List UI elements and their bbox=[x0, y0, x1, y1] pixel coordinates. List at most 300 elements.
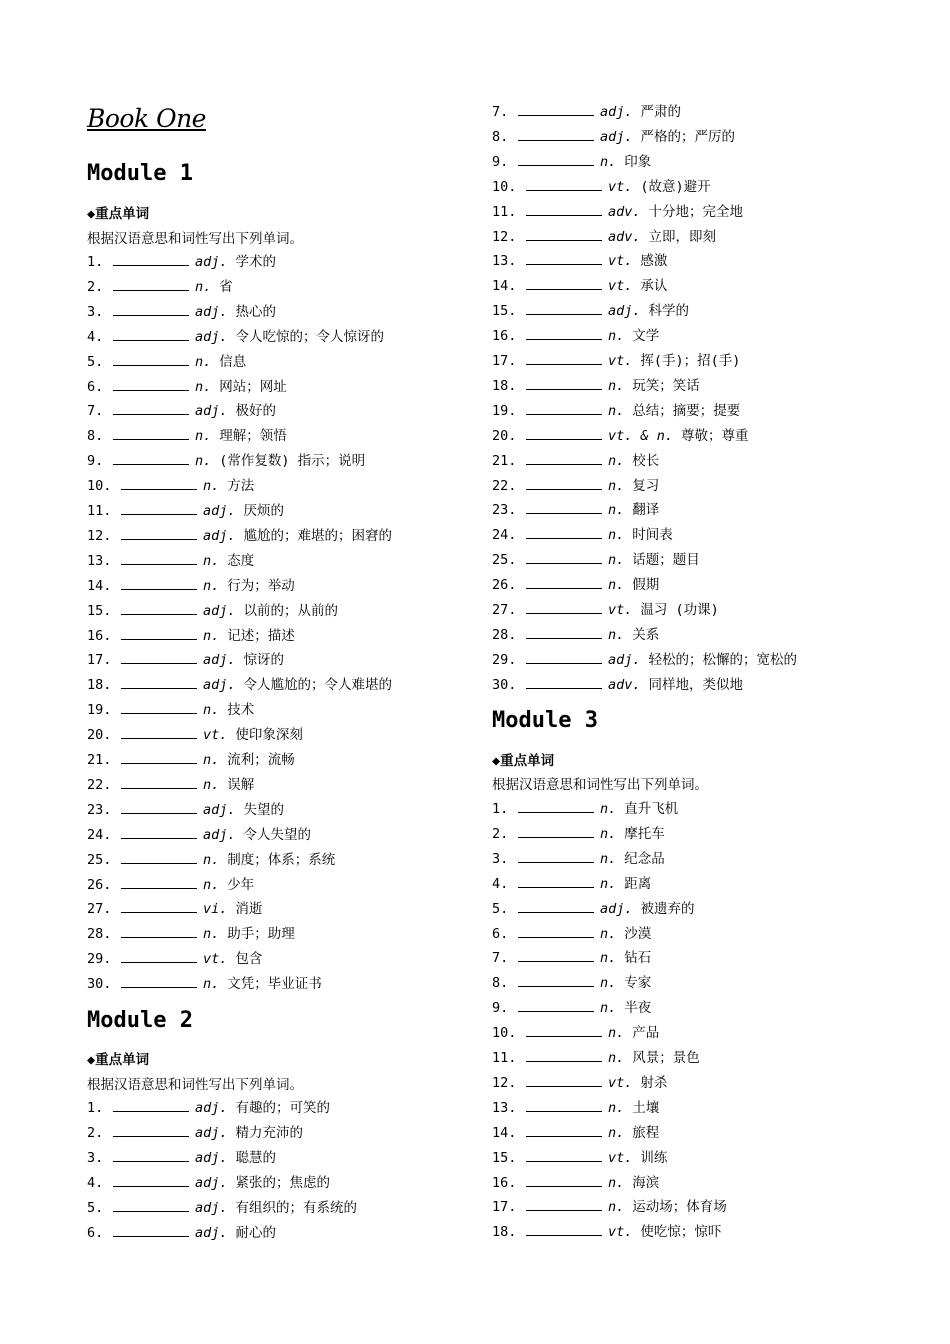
vocab-item bbox=[87, 1147, 276, 1167]
answer-blank[interactable] bbox=[113, 450, 189, 465]
item-number: 13. bbox=[492, 253, 517, 270]
vocab-item bbox=[492, 1221, 721, 1241]
part-of-speech: n. bbox=[608, 552, 625, 569]
answer-blank[interactable] bbox=[113, 1147, 189, 1162]
part-of-speech: adj. bbox=[203, 801, 236, 818]
chinese-meaning: 有组织的；有系统的 bbox=[235, 1199, 358, 1216]
part-of-speech: adj. bbox=[203, 527, 236, 544]
chinese-meaning: 挥(手)；招(手) bbox=[640, 353, 741, 369]
vocab-item bbox=[492, 1172, 659, 1192]
answer-blank[interactable] bbox=[121, 874, 197, 889]
answer-blank[interactable] bbox=[526, 275, 602, 290]
item-number: 24. bbox=[87, 826, 112, 843]
answer-blank[interactable] bbox=[113, 251, 189, 266]
part-of-speech: adj. bbox=[195, 303, 228, 320]
answer-blank[interactable] bbox=[113, 1122, 189, 1137]
part-of-speech: vt. bbox=[608, 178, 633, 195]
item-number: 11. bbox=[492, 203, 517, 220]
vocab-item bbox=[87, 874, 254, 894]
part-of-speech: n. bbox=[203, 926, 220, 943]
chinese-meaning: 误解 bbox=[227, 776, 255, 793]
vocab-item bbox=[492, 599, 719, 619]
answer-blank[interactable] bbox=[526, 226, 602, 241]
item-number: 19. bbox=[87, 702, 112, 719]
part-of-speech: n. bbox=[608, 1124, 625, 1141]
answer-blank[interactable] bbox=[121, 500, 197, 515]
item-number: 9. bbox=[492, 1000, 509, 1017]
chinese-meaning: 翻译 bbox=[632, 502, 660, 519]
vocab-item bbox=[492, 823, 665, 843]
part-of-speech: n. bbox=[600, 950, 617, 967]
answer-blank[interactable] bbox=[526, 350, 602, 365]
answer-blank[interactable] bbox=[526, 1072, 602, 1087]
answer-blank[interactable] bbox=[121, 774, 197, 789]
vocab-item bbox=[87, 326, 384, 346]
part-of-speech: adj. bbox=[203, 677, 236, 694]
vocab-item bbox=[492, 873, 651, 893]
item-number: 12. bbox=[87, 527, 112, 544]
item-number: 24. bbox=[492, 527, 517, 544]
item-number: 17. bbox=[492, 353, 517, 369]
part-of-speech: n. bbox=[608, 502, 625, 519]
item-number: 16. bbox=[492, 328, 517, 345]
item-number: 22. bbox=[492, 477, 517, 494]
vocab-item bbox=[492, 574, 659, 594]
item-number: 18. bbox=[87, 677, 112, 694]
answer-blank[interactable] bbox=[526, 649, 602, 664]
vocab-item bbox=[87, 575, 295, 595]
vocab-item bbox=[87, 1222, 276, 1242]
part-of-speech: n. bbox=[600, 1000, 617, 1017]
item-number: 20. bbox=[87, 727, 112, 744]
part-of-speech: n. bbox=[203, 478, 220, 495]
vocab-item bbox=[87, 600, 338, 620]
chinese-meaning: 聪慧的 bbox=[235, 1149, 277, 1166]
chinese-meaning: 紧张的；焦虑的 bbox=[235, 1174, 331, 1191]
part-of-speech: vt. bbox=[608, 253, 633, 270]
answer-blank[interactable] bbox=[526, 201, 602, 216]
item-number: 6. bbox=[87, 378, 104, 395]
chinese-meaning: 令人失望的 bbox=[243, 826, 312, 843]
answer-blank[interactable] bbox=[526, 624, 602, 639]
section-label: ◆重点单词 bbox=[492, 753, 555, 769]
vocab-item bbox=[492, 798, 678, 818]
chinese-meaning: 被遗弃的 bbox=[640, 900, 695, 917]
part-of-speech: n. bbox=[600, 925, 617, 942]
item-number: 15. bbox=[492, 1149, 517, 1166]
vocab-item bbox=[492, 1097, 659, 1117]
item-number: 17. bbox=[492, 1199, 517, 1216]
vocab-item bbox=[492, 201, 743, 221]
chinese-meaning: 态度 bbox=[227, 552, 255, 569]
answer-blank[interactable] bbox=[518, 972, 594, 987]
part-of-speech: vt. bbox=[608, 278, 633, 295]
answer-blank[interactable] bbox=[526, 1172, 602, 1187]
part-of-speech: adj. bbox=[608, 651, 641, 668]
vocab-item bbox=[87, 550, 254, 570]
part-of-speech: n. bbox=[608, 1025, 625, 1042]
vocab-item bbox=[492, 1022, 659, 1042]
vocab-item bbox=[492, 1196, 727, 1216]
chinese-meaning: 尊敬；尊重 bbox=[681, 427, 749, 444]
answer-blank[interactable] bbox=[113, 400, 189, 415]
answer-blank[interactable] bbox=[121, 475, 197, 490]
vocab-item bbox=[492, 624, 659, 644]
part-of-speech: n. bbox=[608, 527, 625, 544]
answer-blank[interactable] bbox=[121, 849, 197, 864]
vocab-item bbox=[492, 126, 735, 146]
chinese-meaning: 纪念品 bbox=[624, 850, 665, 867]
answer-blank[interactable] bbox=[121, 824, 197, 839]
item-number: 22. bbox=[87, 776, 112, 793]
part-of-speech: n. bbox=[203, 627, 220, 644]
answer-blank[interactable] bbox=[113, 1097, 189, 1112]
chinese-meaning: 热心的 bbox=[235, 303, 277, 320]
item-number: 15. bbox=[492, 303, 517, 320]
part-of-speech: adj. bbox=[195, 328, 228, 345]
answer-blank[interactable] bbox=[113, 276, 189, 291]
chinese-meaning: 文凭；毕业证书 bbox=[227, 976, 322, 993]
part-of-speech: n. bbox=[600, 875, 617, 892]
answer-blank[interactable] bbox=[121, 674, 197, 689]
chinese-meaning: 理解；领悟 bbox=[219, 428, 287, 445]
chinese-meaning: 印象 bbox=[624, 153, 652, 170]
chinese-meaning: 技术 bbox=[227, 702, 255, 719]
answer-blank[interactable] bbox=[113, 1197, 189, 1212]
answer-blank[interactable] bbox=[526, 400, 602, 415]
answer-blank[interactable] bbox=[121, 575, 197, 590]
answer-blank[interactable] bbox=[113, 326, 189, 341]
answer-blank[interactable] bbox=[113, 1222, 189, 1237]
answer-blank[interactable] bbox=[526, 674, 602, 689]
part-of-speech: vt. & n. bbox=[608, 427, 674, 444]
vocab-item bbox=[87, 1172, 330, 1192]
answer-blank[interactable] bbox=[526, 574, 602, 589]
instruction-text: 根据汉语意思和词性写出下列单词。 bbox=[492, 777, 708, 793]
answer-blank[interactable] bbox=[526, 549, 602, 564]
chinese-meaning: 产品 bbox=[632, 1025, 660, 1042]
chinese-meaning: 耐心的 bbox=[235, 1224, 277, 1241]
part-of-speech: adj. bbox=[203, 652, 236, 669]
item-number: 1. bbox=[87, 254, 104, 270]
item-number: 2. bbox=[492, 825, 509, 842]
chinese-meaning: 文学 bbox=[632, 328, 660, 345]
answer-blank[interactable] bbox=[526, 300, 602, 315]
vocab-item bbox=[87, 774, 254, 794]
answer-blank[interactable] bbox=[121, 948, 197, 963]
vocab-item bbox=[492, 250, 667, 270]
answer-blank[interactable] bbox=[526, 475, 602, 490]
answer-blank[interactable] bbox=[121, 600, 197, 615]
book-title: Book One bbox=[87, 104, 206, 133]
chinese-meaning: 记述；描述 bbox=[227, 627, 295, 644]
answer-blank[interactable] bbox=[121, 699, 197, 714]
item-number: 7. bbox=[492, 950, 509, 967]
item-number: 21. bbox=[492, 452, 517, 469]
chinese-meaning: 精力充沛的 bbox=[235, 1124, 304, 1141]
answer-blank[interactable] bbox=[518, 898, 594, 913]
item-number: 3. bbox=[87, 1149, 104, 1166]
vocab-item bbox=[87, 674, 392, 694]
chinese-meaning: 半夜 bbox=[624, 1000, 652, 1017]
item-number: 21. bbox=[87, 752, 112, 768]
answer-blank[interactable] bbox=[526, 1047, 602, 1062]
vocab-item bbox=[492, 1047, 700, 1067]
part-of-speech: vt. bbox=[608, 353, 633, 369]
chinese-meaning: 运动场；体育场 bbox=[632, 1199, 727, 1216]
answer-blank[interactable] bbox=[518, 997, 594, 1012]
vocab-item bbox=[492, 400, 740, 420]
vocab-item bbox=[492, 300, 689, 320]
vocab-item bbox=[492, 898, 695, 918]
vocab-item bbox=[87, 824, 311, 844]
chinese-meaning: 射杀 bbox=[640, 1074, 668, 1091]
item-number: 28. bbox=[492, 626, 517, 643]
vocab-item bbox=[87, 475, 254, 495]
part-of-speech: n. bbox=[203, 577, 220, 594]
part-of-speech: n. bbox=[600, 825, 617, 842]
answer-blank[interactable] bbox=[526, 375, 602, 390]
answer-blank[interactable] bbox=[121, 749, 197, 764]
part-of-speech: n. bbox=[195, 428, 212, 445]
chinese-meaning: 厌烦的 bbox=[243, 503, 285, 519]
answer-blank[interactable] bbox=[526, 176, 602, 191]
chinese-meaning: 令人吃惊的；令人惊讶的 bbox=[235, 328, 385, 345]
answer-blank[interactable] bbox=[518, 873, 594, 888]
chinese-meaning: 行为；举动 bbox=[227, 577, 295, 594]
part-of-speech: adj. bbox=[195, 1224, 228, 1241]
item-number: 29. bbox=[87, 951, 112, 968]
vocab-item bbox=[492, 425, 749, 445]
answer-blank[interactable] bbox=[518, 126, 594, 141]
part-of-speech: n. bbox=[600, 975, 617, 992]
chinese-meaning: 假期 bbox=[632, 577, 660, 594]
section-label: ◆重点单词 bbox=[87, 206, 150, 222]
answer-blank[interactable] bbox=[113, 425, 189, 440]
item-number: 4. bbox=[87, 1174, 104, 1191]
vocab-item bbox=[492, 524, 673, 544]
chinese-meaning: 总结；摘要；提要 bbox=[632, 402, 741, 419]
vocab-item bbox=[492, 375, 700, 395]
part-of-speech: n. bbox=[608, 1050, 625, 1066]
chinese-meaning: 训练 bbox=[640, 1149, 668, 1166]
vocab-item bbox=[492, 1122, 659, 1142]
item-number: 23. bbox=[87, 801, 112, 818]
part-of-speech: adj. bbox=[195, 1149, 228, 1166]
vocab-item bbox=[87, 276, 233, 296]
answer-blank[interactable] bbox=[526, 425, 602, 440]
answer-blank[interactable] bbox=[526, 1147, 602, 1162]
item-number: 4. bbox=[492, 875, 509, 892]
answer-blank[interactable] bbox=[121, 625, 197, 640]
part-of-speech: vt. bbox=[203, 727, 228, 744]
chinese-meaning: 距离 bbox=[624, 875, 652, 892]
answer-blank[interactable] bbox=[526, 1022, 602, 1037]
chinese-meaning: 温习 (功课) bbox=[640, 602, 719, 618]
item-number: 8. bbox=[492, 128, 509, 145]
part-of-speech: vt. bbox=[203, 951, 228, 968]
answer-blank[interactable] bbox=[526, 524, 602, 539]
item-number: 18. bbox=[492, 377, 517, 394]
vocab-item bbox=[87, 376, 287, 396]
chinese-meaning: 旅程 bbox=[632, 1124, 660, 1141]
vocab-item bbox=[492, 997, 651, 1017]
item-number: 26. bbox=[492, 577, 517, 594]
answer-blank[interactable] bbox=[518, 151, 594, 166]
item-number: 7. bbox=[87, 403, 104, 420]
part-of-speech: vi. bbox=[203, 901, 228, 918]
part-of-speech: n. bbox=[608, 328, 625, 345]
part-of-speech: n. bbox=[195, 453, 212, 470]
answer-blank[interactable] bbox=[113, 1172, 189, 1187]
part-of-speech: n. bbox=[195, 353, 212, 370]
item-number: 9. bbox=[87, 453, 104, 470]
answer-blank[interactable] bbox=[526, 1196, 602, 1211]
part-of-speech: adj. bbox=[195, 1100, 228, 1116]
part-of-speech: n. bbox=[608, 1199, 625, 1216]
item-number: 16. bbox=[492, 1174, 517, 1191]
answer-blank[interactable] bbox=[526, 599, 602, 614]
chinese-meaning: 同样地，类似地 bbox=[648, 676, 744, 693]
item-number: 19. bbox=[492, 402, 517, 419]
chinese-meaning: 极好的 bbox=[235, 403, 277, 420]
answer-blank[interactable] bbox=[121, 550, 197, 565]
answer-blank[interactable] bbox=[518, 923, 594, 938]
part-of-speech: n. bbox=[600, 153, 617, 170]
answer-blank[interactable] bbox=[121, 799, 197, 814]
answer-blank[interactable] bbox=[518, 101, 594, 116]
vocab-item bbox=[492, 101, 681, 121]
answer-blank[interactable] bbox=[526, 1097, 602, 1112]
item-number: 30. bbox=[87, 976, 112, 993]
vocab-item bbox=[87, 251, 276, 271]
item-number: 13. bbox=[492, 1099, 517, 1116]
chinese-meaning: 海滨 bbox=[632, 1174, 660, 1191]
part-of-speech: n. bbox=[608, 626, 625, 643]
vocab-item bbox=[492, 1147, 667, 1167]
vocab-item bbox=[492, 275, 667, 295]
answer-blank[interactable] bbox=[518, 848, 594, 863]
vocab-item bbox=[87, 425, 287, 445]
vocab-item bbox=[87, 625, 295, 645]
part-of-speech: n. bbox=[195, 278, 212, 295]
part-of-speech: n. bbox=[608, 402, 625, 419]
item-number: 8. bbox=[87, 428, 104, 445]
part-of-speech: adv. bbox=[608, 228, 641, 245]
item-number: 10. bbox=[87, 478, 112, 495]
answer-blank[interactable] bbox=[526, 450, 602, 465]
part-of-speech: n. bbox=[203, 752, 220, 768]
chinese-meaning: 玩笑；笑话 bbox=[632, 377, 700, 394]
item-number: 8. bbox=[492, 975, 509, 992]
part-of-speech: adj. bbox=[600, 104, 633, 120]
vocab-item bbox=[87, 1122, 303, 1142]
answer-blank[interactable] bbox=[113, 351, 189, 366]
answer-blank[interactable] bbox=[518, 798, 594, 813]
item-number: 14. bbox=[492, 278, 517, 295]
part-of-speech: adj. bbox=[600, 128, 633, 145]
vocab-item bbox=[87, 649, 284, 669]
part-of-speech: n. bbox=[203, 976, 220, 993]
item-number: 5. bbox=[492, 900, 509, 917]
chinese-meaning: 助手；助理 bbox=[227, 926, 295, 943]
item-number: 3. bbox=[492, 850, 509, 867]
answer-blank[interactable] bbox=[526, 1122, 602, 1137]
answer-blank[interactable] bbox=[121, 973, 197, 988]
chinese-meaning: 制度；体系；系统 bbox=[227, 851, 336, 868]
chinese-meaning: 省 bbox=[219, 278, 233, 295]
answer-blank[interactable] bbox=[518, 947, 594, 962]
vocab-item bbox=[87, 351, 246, 371]
chinese-meaning: 科学的 bbox=[648, 303, 690, 320]
vocab-item bbox=[87, 948, 262, 968]
answer-blank[interactable] bbox=[526, 499, 602, 514]
part-of-speech: n. bbox=[203, 776, 220, 793]
vocab-item bbox=[492, 923, 651, 943]
part-of-speech: adj. bbox=[195, 1124, 228, 1141]
answer-blank[interactable] bbox=[121, 525, 197, 540]
item-number: 12. bbox=[492, 1074, 517, 1091]
item-number: 30. bbox=[492, 676, 517, 693]
vocab-item bbox=[492, 226, 716, 246]
chinese-meaning: 直升飞机 bbox=[624, 801, 679, 817]
answer-blank[interactable] bbox=[526, 1221, 602, 1236]
item-number: 25. bbox=[87, 851, 112, 868]
chinese-meaning: 消逝 bbox=[235, 901, 263, 918]
chinese-meaning: 感激 bbox=[640, 253, 668, 270]
vocab-item bbox=[87, 849, 335, 869]
item-number: 9. bbox=[492, 153, 509, 170]
chinese-meaning: 沙漠 bbox=[624, 925, 652, 942]
part-of-speech: vt. bbox=[608, 602, 633, 618]
item-number: 28. bbox=[87, 926, 112, 943]
chinese-meaning: 少年 bbox=[227, 876, 255, 893]
answer-blank[interactable] bbox=[121, 724, 197, 739]
answer-blank[interactable] bbox=[526, 250, 602, 265]
vocab-item bbox=[492, 350, 740, 370]
vocab-item bbox=[87, 699, 254, 719]
vocab-item bbox=[492, 475, 659, 495]
part-of-speech: n. bbox=[195, 378, 212, 395]
chinese-meaning: 土壤 bbox=[632, 1099, 660, 1116]
answer-blank[interactable] bbox=[121, 923, 197, 938]
part-of-speech: n. bbox=[608, 577, 625, 594]
item-number: 15. bbox=[87, 602, 112, 619]
answer-blank[interactable] bbox=[113, 376, 189, 391]
chinese-meaning: 风景；景色 bbox=[632, 1050, 700, 1066]
answer-blank[interactable] bbox=[121, 649, 197, 664]
answer-blank[interactable] bbox=[113, 301, 189, 316]
vocab-item bbox=[87, 749, 295, 769]
part-of-speech: n. bbox=[203, 876, 220, 893]
part-of-speech: adj. bbox=[195, 1199, 228, 1216]
vocab-item bbox=[87, 1197, 357, 1217]
answer-blank[interactable] bbox=[518, 823, 594, 838]
chinese-meaning: 十分地；完全地 bbox=[648, 203, 744, 220]
section-label: ◆重点单词 bbox=[87, 1052, 150, 1068]
chinese-meaning: 专家 bbox=[624, 975, 652, 992]
answer-blank[interactable] bbox=[121, 898, 197, 913]
chinese-meaning: 使印象深刻 bbox=[235, 727, 303, 744]
item-number: 29. bbox=[492, 651, 517, 668]
answer-blank[interactable] bbox=[526, 325, 602, 340]
chinese-meaning: 使吃惊；惊吓 bbox=[640, 1224, 722, 1241]
chinese-meaning: 钻石 bbox=[624, 950, 652, 967]
chinese-meaning: 以前的；从前的 bbox=[243, 602, 339, 619]
chinese-meaning: (常作复数) 指示；说明 bbox=[219, 453, 366, 470]
item-number: 2. bbox=[87, 278, 104, 295]
chinese-meaning: 学术的 bbox=[235, 254, 277, 270]
